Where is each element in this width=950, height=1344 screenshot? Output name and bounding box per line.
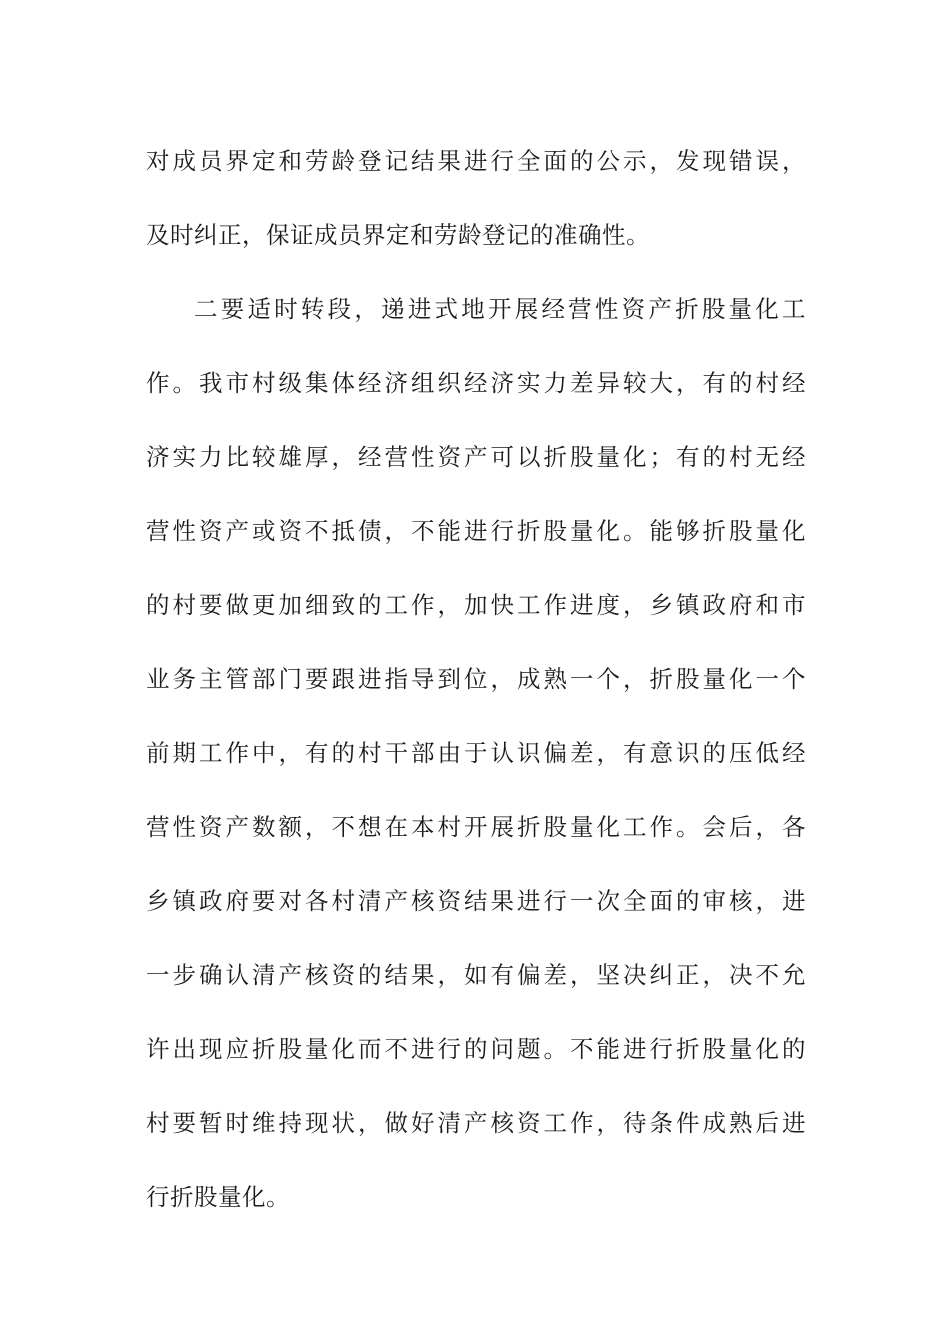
text-line: 营性资产或资不抵债，不能进行折股量化。能够折股量化 xyxy=(146,517,806,545)
text-line: 济实力比较雄厚，经营性资产可以折股量化；有的村无经 xyxy=(146,443,806,471)
text-line: 乡镇政府要对各村清产核资结果进行一次全面的审核，进 xyxy=(146,887,806,915)
text-line: 二要适时转段，递进式地开展经营性资产折股量化工 xyxy=(194,295,806,323)
text-line: 前期工作中，有的村干部由于认识偏差，有意识的压低经 xyxy=(146,739,806,767)
body-text xyxy=(146,124,806,1234)
text-line: 及时纠正，保证成员界定和劳龄登记的准确性。 xyxy=(146,221,650,249)
text-line: 一步确认清产核资的结果，如有偏差，坚决纠正，决不允 xyxy=(146,961,806,989)
text-line: 的村要做更加细致的工作，加快工作进度，乡镇政府和市 xyxy=(146,591,806,619)
text-line: 行折股量化。 xyxy=(146,1183,290,1211)
text-line: 营性资产数额，不想在本村开展折股量化工作。会后，各 xyxy=(146,813,806,841)
text-line: 村要暂时维持现状，做好清产核资工作，待条件成熟后进 xyxy=(146,1109,806,1137)
text-line: 作。我市村级集体经济组织经济实力差异较大，有的村经 xyxy=(146,369,806,397)
text-line: 对成员界定和劳龄登记结果进行全面的公示，发现错误， xyxy=(146,147,806,175)
text-line: 许出现应折股量化而不进行的问题。不能进行折股量化的 xyxy=(146,1035,806,1063)
text-line: 业务主管部门要跟进指导到位，成熟一个，折股量化一个 xyxy=(146,665,806,693)
